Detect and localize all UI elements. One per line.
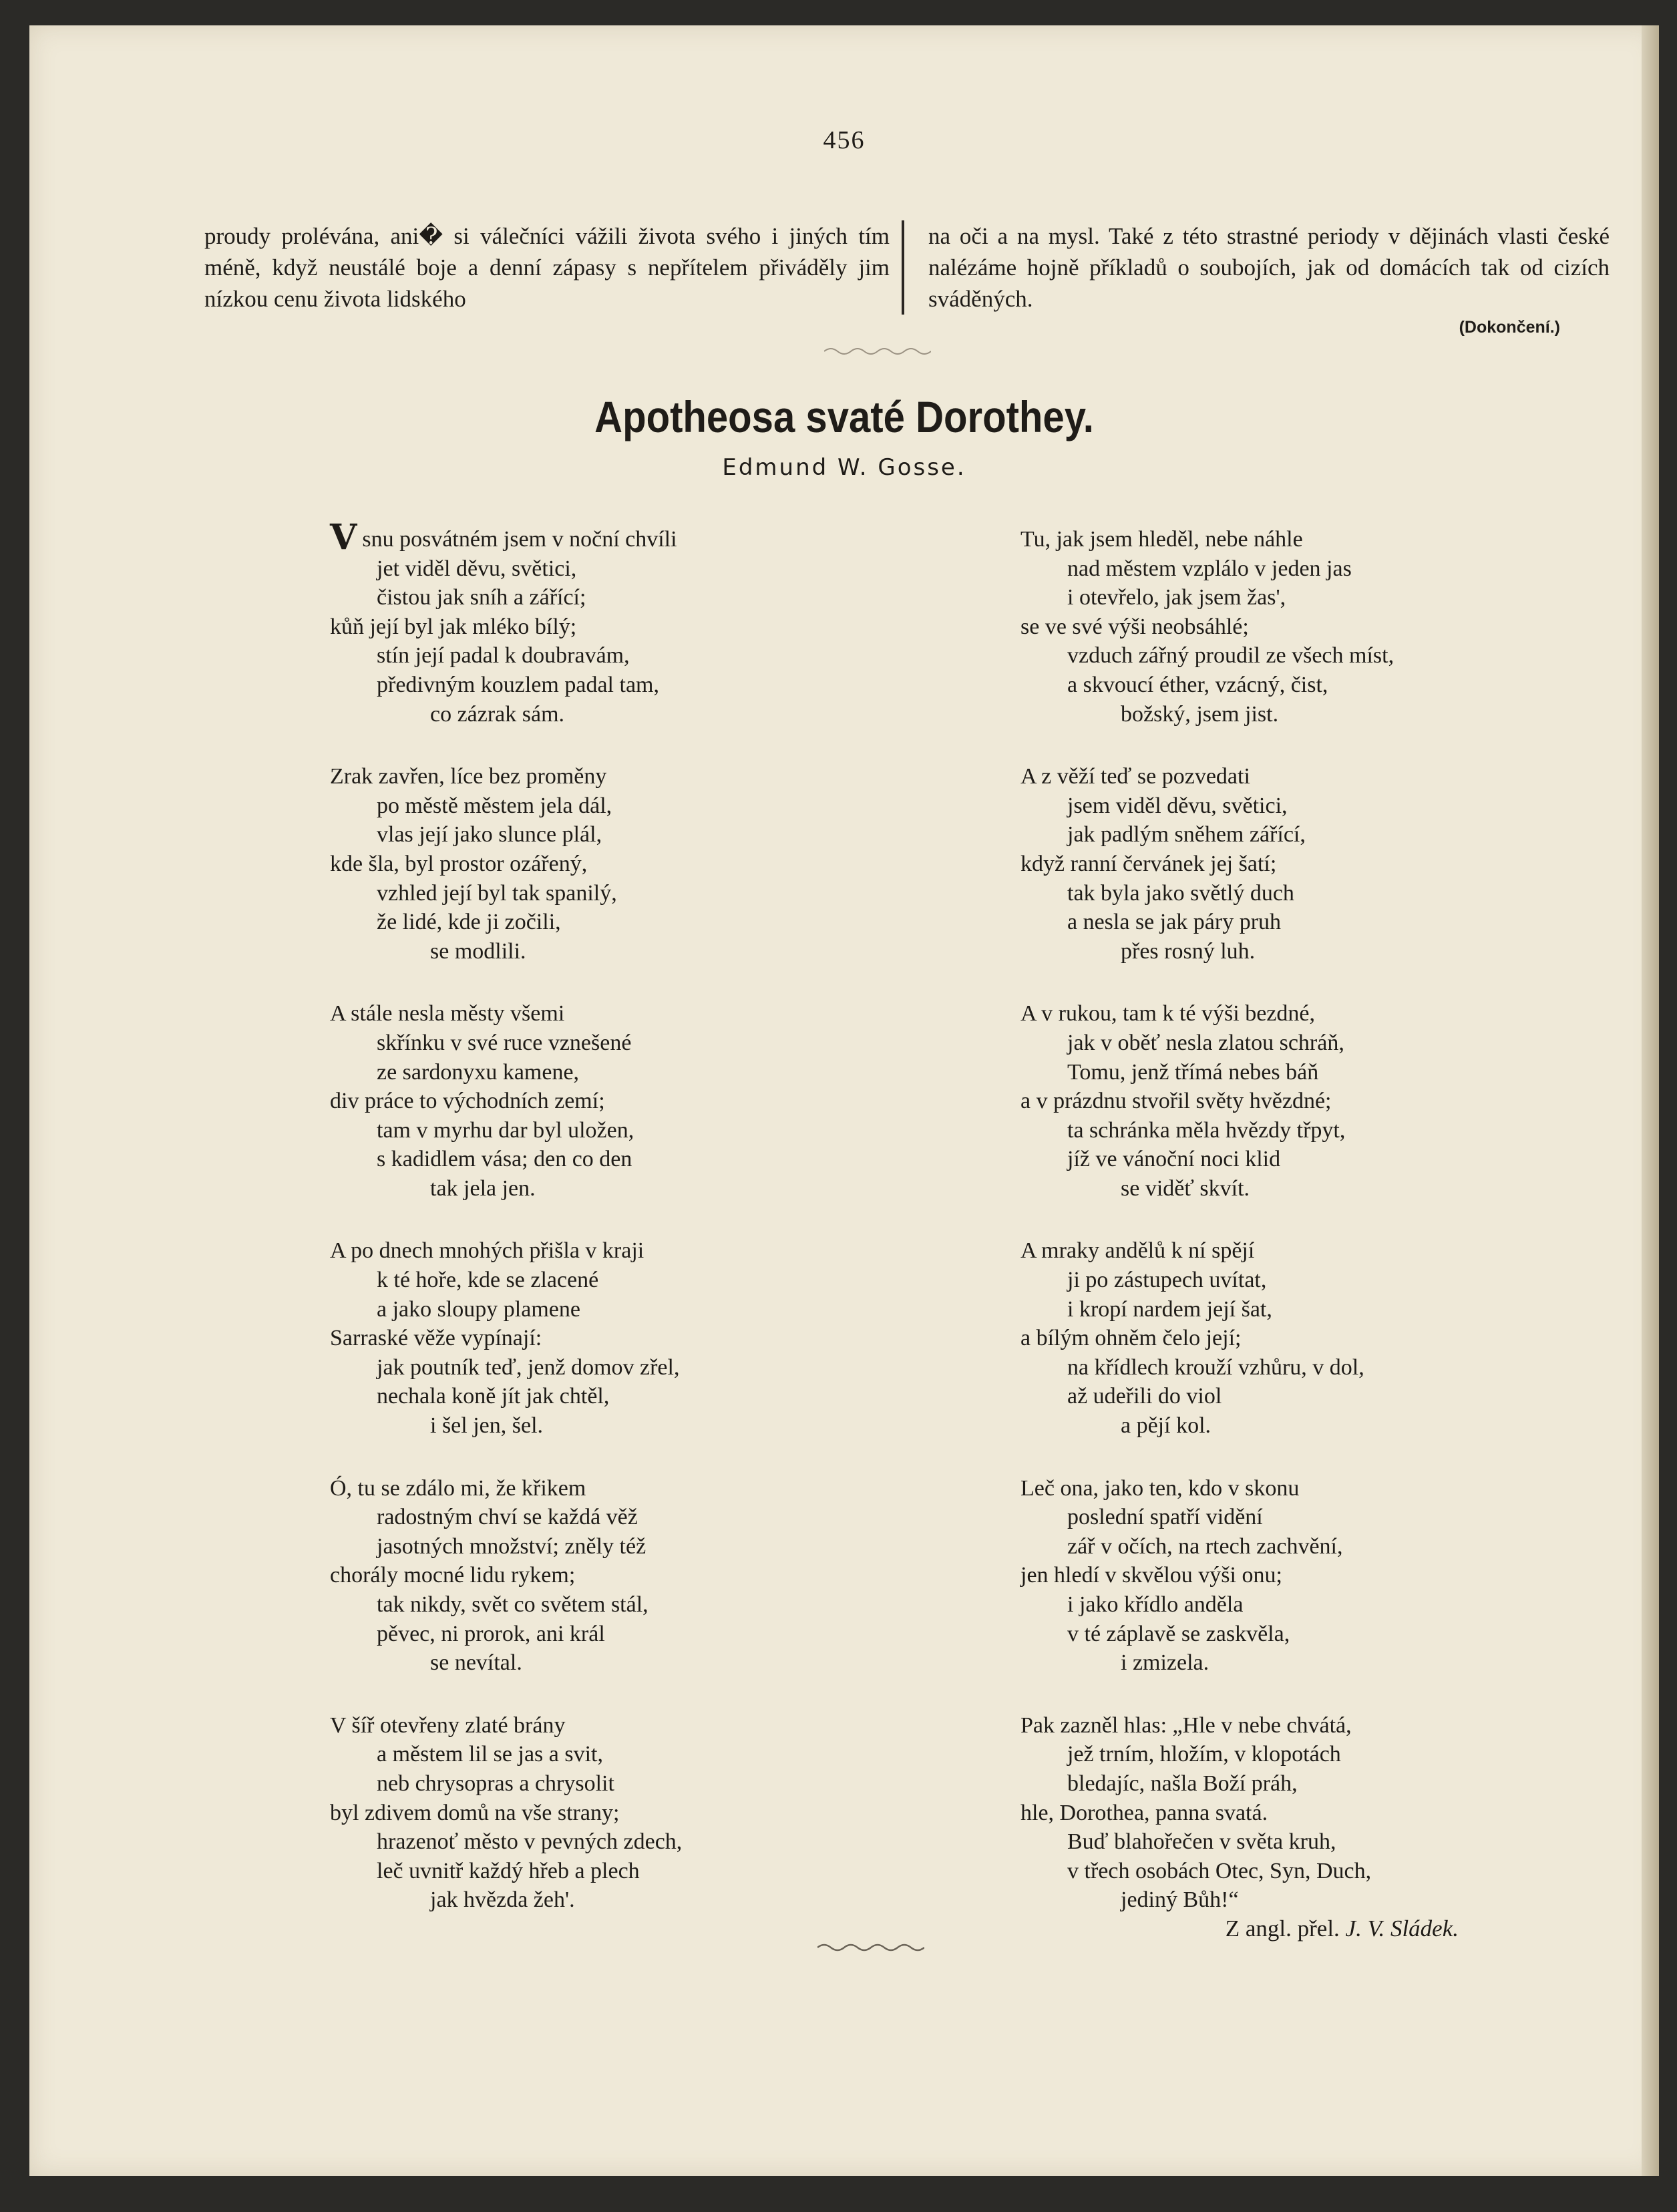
poem-line-text: na křídlech krouží vzhůru, v dol, [1067, 1354, 1364, 1380]
poem-line [330, 1353, 931, 1382]
poem-line-text: jak poutník teď, jenž domov zřel, [377, 1354, 680, 1380]
poem-line-text: jasotných množství; zněly též [377, 1533, 646, 1559]
poem-line-text: A po dnech mnohých přišla v kraji [330, 1238, 644, 1264]
poem-line-text: nad městem vzplálo v jeden jas [1067, 556, 1352, 581]
poem-line [1020, 1058, 1622, 1087]
poem-line-text: když ranní červánek jej šatí; [1020, 851, 1277, 876]
poem-line-text: Tomu, jenž třímá nebes báň [1067, 1059, 1319, 1085]
poem-line [1020, 850, 1622, 879]
poem-line [1020, 937, 1622, 966]
poem-line-text: božský, jsem jist. [1121, 701, 1279, 727]
poem-line-text: jak padlým sněhem zářící, [1067, 822, 1306, 848]
poem-line [330, 1266, 931, 1295]
poem-line-text: a nesla se jak páry pruh [1067, 910, 1282, 935]
poem-line-text: A stále nesla městy všemi [330, 1001, 565, 1027]
poem-line [330, 1411, 931, 1441]
poem-line [1020, 1029, 1622, 1058]
poem-line-text: předivným kouzlem padal tam, [377, 672, 659, 697]
poem-line-text: div práce to východních zemí; [330, 1089, 605, 1114]
poem-title: Apotheosa svaté Dorothey. [594, 392, 1094, 441]
poem-line-text: nechala koně jít jak chtěl, [377, 1384, 610, 1409]
poem-line [1020, 1174, 1622, 1204]
poem-line [330, 1029, 931, 1058]
poem-line-text: až udeřili do viol [1067, 1384, 1222, 1409]
poem-line-text: stín její padal k doubravám, [377, 643, 630, 669]
poem-line [1020, 671, 1622, 700]
poem-line-text: se viděť skvít. [1121, 1175, 1250, 1201]
poem-line-text: snu posvátném jsem v noční chvíli [362, 527, 677, 552]
poem-line-text: i kropí nardem její šat, [1067, 1296, 1272, 1322]
poem-line [330, 612, 931, 642]
poem-line [330, 700, 931, 729]
poem-line-text: že lidé, kde ji zočili, [377, 910, 561, 935]
poem-line-text: A v rukou, tam k té výši bezdné, [1020, 1001, 1315, 1027]
poem-line [330, 1058, 931, 1087]
stanza [330, 1236, 931, 1440]
poem-line-text: pěvec, ni prorok, ani král [377, 1621, 605, 1646]
poem-line-text: a skvoucí éther, vzácný, čist, [1067, 672, 1328, 697]
continuation-note: (Dokončení.) [1459, 318, 1560, 337]
poem-line-text: A mraky andělů k ní spějí [1020, 1238, 1255, 1264]
poem-line-text: vzhled její byl tak spanilý, [377, 880, 617, 906]
poem-line-text: vlas její jako slunce plál, [377, 822, 602, 848]
poem-line [330, 1620, 931, 1649]
poem-line [1020, 791, 1622, 821]
stanza [330, 517, 931, 729]
poem-line-text: jež trním, hložím, v klopotách [1067, 1742, 1341, 1767]
poem-line-text: s kadidlem vása; den co den [377, 1147, 632, 1172]
poem-line-text: jen hledí v skvělou výši onu; [1020, 1563, 1282, 1588]
poem-line [330, 1590, 931, 1620]
poem-line [1020, 1145, 1622, 1174]
poem-line [1020, 525, 1622, 554]
poem-line [1020, 1503, 1622, 1532]
poem-line-text: co zázrak sám. [430, 701, 565, 727]
poem-line-text: tak byla jako světlý duch [1067, 880, 1294, 906]
page-number: 456 [823, 126, 866, 154]
poem-line [1020, 700, 1622, 729]
stanza [1020, 525, 1622, 729]
poem-line-text: ta schránka měla hvězdy třpyt, [1067, 1117, 1346, 1143]
poem-line-text: Zrak zavřen, líce bez proměny [330, 764, 607, 789]
poem-line [1020, 1590, 1622, 1620]
poem-line-text: v třech osobách Otec, Syn, Duch, [1067, 1858, 1372, 1883]
poem-left-column [330, 517, 931, 1948]
poem-line-text: i jako křídlo anděla [1067, 1592, 1244, 1617]
poem-line-text: A z věží teď se pozvedati [1020, 764, 1250, 789]
poem-line-text: kde šla, byl prostor ozářený, [330, 851, 588, 876]
poem-line [1020, 1827, 1622, 1857]
poem-line-text: i otevřelo, jak jsem žas', [1067, 585, 1286, 610]
poem-line [330, 762, 931, 791]
poem-line [330, 1648, 931, 1678]
poem-line [1020, 1620, 1622, 1649]
poem-line [1020, 1648, 1622, 1678]
poem-line [1020, 1857, 1622, 1886]
poem-line-text: radostným chví se každá věž [377, 1505, 638, 1530]
poem-line-text: i zmizela. [1121, 1650, 1209, 1676]
poem-line-text: byl zdivem domů na vše strany; [330, 1800, 620, 1825]
poem-line-text: v té záplavě se zaskvěla, [1067, 1621, 1290, 1646]
poem-line-text: přes rosný luh. [1121, 938, 1256, 964]
book-page [29, 25, 1659, 2176]
poem-line-text: jsem viděl děvu, světici, [1067, 793, 1288, 818]
stanza [330, 999, 931, 1203]
poem-author: Edmund W. Gosse. [722, 454, 966, 481]
poem-line-text: V šíř otevřeny zlaté brány [330, 1712, 566, 1738]
poem-line-text: skřínku v své ruce vznešené [377, 1030, 632, 1055]
poem-line-text: jak v oběť nesla zlatou schráň, [1067, 1030, 1344, 1055]
poem-line-text: po městě městem jela dál, [377, 793, 612, 818]
poem-line [330, 1474, 931, 1503]
translator-prefix: Z angl. přel. [1225, 1915, 1340, 1942]
translator-name: J. V. Sládek. [1345, 1915, 1459, 1942]
poem-line [330, 908, 931, 937]
poem-line [1020, 1411, 1622, 1441]
poem-line-text: k té hoře, kde se zlacené [377, 1268, 599, 1293]
poem-line [330, 1236, 931, 1266]
poem-line-text: Tu, jak jsem hleděl, nebe náhle [1020, 527, 1303, 552]
poem-line [330, 1857, 931, 1886]
poem-line-text: Ó, tu se zdálo mi, že křikem [330, 1475, 586, 1501]
poem-line [330, 1799, 931, 1828]
poem-line-text: poslední spatří vidění [1067, 1505, 1263, 1530]
prose-left-column [204, 220, 890, 315]
ornament-divider-bottom [817, 1941, 924, 1954]
poem-line-text: neb chrysopras a chrysolit [377, 1771, 614, 1796]
poem-line-text: jíž ve vánoční noci klid [1067, 1147, 1281, 1172]
poem-line [1020, 1740, 1622, 1769]
poem-line-text: zář v očích, na rtech zachvění, [1067, 1533, 1343, 1559]
poem-line [1020, 1561, 1622, 1590]
poem-line-text: kůň její byl jak mléko bílý; [330, 614, 577, 639]
poem-line [1020, 1087, 1622, 1116]
poem-line [330, 1295, 931, 1324]
poem-line [330, 641, 931, 671]
stanza [1020, 1236, 1622, 1440]
drop-cap: V [330, 517, 357, 558]
poem-line-text: ji po zástupech uvítat, [1067, 1268, 1267, 1293]
poem-line-text: Pak zazněl hlas: „Hle v nebe chvátá, [1020, 1712, 1352, 1738]
stanza [330, 1711, 931, 1915]
poem-line [330, 1174, 931, 1204]
poem-line [330, 850, 931, 879]
poem-line-text: a městem lil se jas a svit, [377, 1742, 603, 1767]
poem-line [330, 1885, 931, 1915]
poem-line [1020, 1324, 1622, 1353]
prose-left-text: proudy prolévána, ani� si válečníci vážili života svého i jiných tím méně, když neustálé boje a denní zápasy s nepřítelem přiváděly jim nízkou cenu života lidského [204, 223, 890, 312]
poem-line-text: tak jela jen. [430, 1175, 536, 1201]
poem-line [330, 1503, 931, 1532]
poem-line-text: Buď blahořečen v světa kruh, [1067, 1829, 1336, 1855]
poem-line [330, 1711, 931, 1740]
poem-line-text: se ve své výši neobsáhlé; [1020, 614, 1249, 639]
poem-line [1020, 908, 1622, 937]
stanza [1020, 999, 1622, 1203]
poem-line [330, 791, 931, 821]
poem-line [330, 1324, 931, 1353]
poem-line-text: leč uvnitř každý hřeb a plech [377, 1858, 640, 1883]
stanza [1020, 762, 1622, 966]
poem-line [330, 1769, 931, 1799]
prose-right-text: na oči a na mysl. Také z této strastné periody v dějinách vlasti české nalézáme hojně příkladů o soubojích, jak od domácích tak od cizích sváděných. [928, 223, 1610, 312]
poem-line-text: a pějí kol. [1121, 1413, 1212, 1439]
poem-line [1020, 1382, 1622, 1411]
poem-line [1020, 583, 1622, 612]
poem-line-text: vzduch zářný proudil ze všech míst, [1067, 643, 1394, 669]
poem-line [330, 671, 931, 700]
poem-line-text: hle, Dorothea, panna svatá. [1020, 1800, 1268, 1825]
poem-line [1020, 1532, 1622, 1561]
poem-line-text: bledajíc, našla Boží práh, [1067, 1771, 1298, 1796]
poem-line [330, 1145, 931, 1174]
poem-line [330, 1561, 931, 1590]
poem-line [1020, 1799, 1622, 1828]
poem-line-text: tak nikdy, svět co světem stál, [377, 1592, 648, 1617]
poem-line [1020, 879, 1622, 908]
poem-line-text: čistou jak sníh a zářící; [377, 585, 586, 610]
poem-right-column [1020, 525, 1622, 1948]
poem-line-text: ze sardonyxu kamene, [377, 1059, 580, 1085]
poem-line [1020, 999, 1622, 1029]
poem-line [1020, 1769, 1622, 1799]
poem-line [330, 1532, 931, 1561]
poem-line [330, 937, 931, 966]
poem-line-text: a jako sloupy plamene [377, 1296, 580, 1322]
poem-line-text: Sarraské věže vypínají: [330, 1326, 542, 1351]
stanza [1020, 1474, 1622, 1678]
ornament-divider-top [824, 345, 931, 358]
poem-line-text: Leč ona, jako ten, kdo v skonu [1020, 1475, 1300, 1501]
poem-line [330, 517, 931, 558]
poem-line [330, 1382, 931, 1411]
poem-line [1020, 1711, 1622, 1740]
page-edge [1642, 25, 1659, 2176]
poem-line-text: hrazenoť město v pevných zdech, [377, 1829, 683, 1855]
poem-line [1020, 1295, 1622, 1324]
poem-line [1020, 641, 1622, 671]
poem-line-text: se nevítal. [430, 1650, 522, 1676]
poem-line [330, 583, 931, 612]
poem-line-text: jet viděl děvu, světici, [377, 556, 577, 581]
poem-line-text: jak hvězda žeh'. [430, 1887, 575, 1913]
poem-line [330, 1087, 931, 1116]
poem-line-text: jediný Bůh!“ [1121, 1887, 1239, 1913]
poem-line [330, 554, 931, 584]
stanza [1020, 1711, 1622, 1915]
poem-line [1020, 1885, 1622, 1915]
poem-line [1020, 1236, 1622, 1266]
poem-line [330, 999, 931, 1029]
poem-line [1020, 612, 1622, 642]
poem-line [330, 1827, 931, 1857]
poem-line [1020, 1353, 1622, 1382]
poem-line-text: a bílým ohněm čelo její; [1020, 1326, 1242, 1351]
prose-right-column [902, 220, 1610, 315]
poem-line [1020, 554, 1622, 584]
poem-line-text: se modlili. [430, 938, 526, 964]
poem-line-text: chorály mocné lidu rykem; [330, 1563, 576, 1588]
poem-line-text: i šel jen, šel. [430, 1413, 544, 1439]
poem-line [330, 820, 931, 850]
translator-credit [1226, 1915, 1459, 1942]
poem-line [1020, 1474, 1622, 1503]
stanza [330, 1474, 931, 1678]
poem-line [1020, 762, 1622, 791]
poem-line-text: a v prázdnu stvořil světy hvězdné; [1020, 1089, 1332, 1114]
poem-line-text: tam v myrhu dar byl uložen, [377, 1117, 634, 1143]
poem-line [330, 879, 931, 908]
poem-line [330, 1740, 931, 1769]
poem-line [1020, 1266, 1622, 1295]
poem-line [1020, 1116, 1622, 1145]
stanza [330, 762, 931, 966]
poem-line [1020, 820, 1622, 850]
poem-line [330, 1116, 931, 1145]
